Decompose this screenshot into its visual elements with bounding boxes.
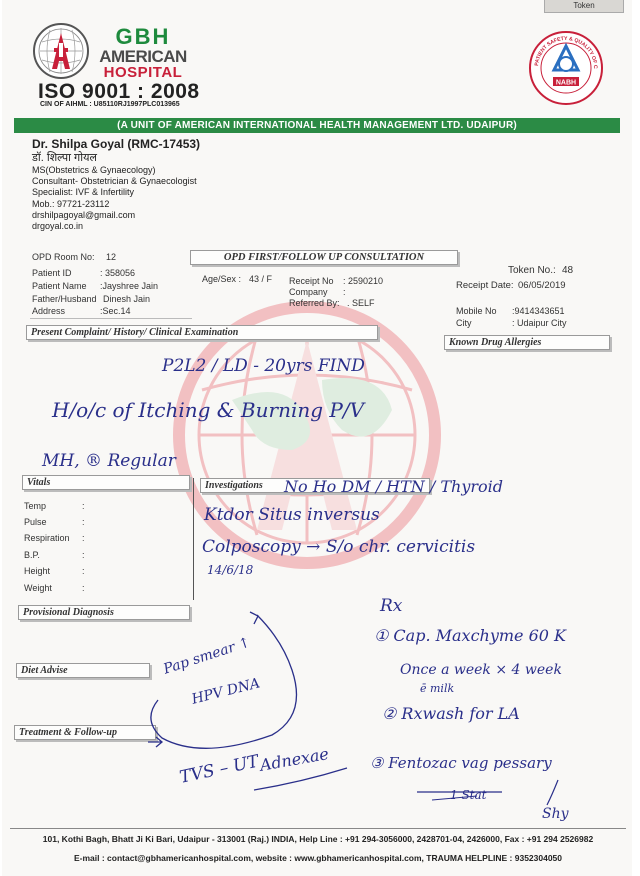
doctor-designation: Consultant- Obstetrician & Gynaecologist	[32, 176, 197, 187]
iso-certification: ISO 9001 : 2008	[38, 80, 200, 103]
vital-sep: :	[82, 566, 85, 576]
opd-room-label: OPD Room No:	[32, 252, 95, 262]
company-label: Company	[289, 287, 328, 297]
complaint-section-title: Present Complaint/ History/ Clinical Examination	[26, 325, 378, 340]
token-tab: Token	[544, 0, 624, 13]
handwritten-obstetric-history: P2L2 / LD - 20yrs FIND	[162, 356, 365, 376]
handwritten-investigation-1: No Ho DM / HTN / Thyroid	[284, 477, 504, 496]
vital-sep: :	[82, 533, 85, 543]
handwritten-rx-symbol: Rx	[380, 596, 403, 616]
vital-sep: :	[82, 517, 85, 527]
receipt-date-value: 06/05/2019	[518, 280, 566, 291]
vital-sep: :	[82, 501, 85, 511]
company-value: :	[343, 287, 346, 297]
vitals-section-title: Vitals	[22, 475, 190, 490]
footer-contact: E-mail : contact@gbhamericanhospital.com, website : www.gbhamericanhospital.com, TRAUMA HELPLINE : 9352304050	[73, 853, 563, 863]
father-husband-label: Father/Husband	[32, 294, 97, 304]
handwritten-note-adnexae: Adnexae	[258, 744, 331, 775]
vital-pulse-label: Pulse	[24, 517, 47, 527]
doctor-name: Dr. Shilpa Goyal (RMC-17453)	[32, 137, 201, 151]
vital-height-label: Height	[24, 566, 51, 576]
brand-gbh: GBH	[115, 24, 171, 49]
doctor-specialist: Specialist: IVF & Infertility	[32, 187, 135, 198]
handwritten-menstrual-history: MH, ® Regular	[42, 451, 176, 471]
vital-bp-label: B.P.	[24, 550, 40, 560]
drug-allergies-section-title: Known Drug Allergies	[444, 335, 610, 350]
opd-consultation-title: OPD FIRST/FOLLOW UP CONSULTATION	[190, 250, 458, 265]
handwritten-complaint: H/o/c of Itching & Burning P/V	[52, 398, 365, 422]
nabh-label: NABH	[555, 79, 577, 87]
provisional-diagnosis-title: Provisional Diagnosis	[18, 605, 190, 620]
father-husband-value: Dinesh Jain	[103, 294, 151, 304]
patient-name-value: :Jayshree Jain	[100, 281, 159, 291]
age-sex-label: Age/Sex :	[202, 274, 242, 284]
city-value: : Udaipur City	[512, 318, 567, 328]
handwritten-rx-3: ē milk	[420, 682, 455, 695]
age-sex-value: 43 / F	[249, 274, 273, 284]
handwritten-note-tvs: TVS – UT	[177, 751, 261, 788]
mobile-label: Mobile No	[456, 306, 497, 316]
brand-hospital: HOSPITAL	[103, 64, 183, 81]
vital-weight-label: Weight	[24, 583, 52, 593]
vital-respiration-label: Respiration	[24, 533, 70, 543]
handwritten-note-hpv: HPV DNA	[190, 675, 262, 708]
vital-sep: :	[82, 550, 85, 560]
footer-separator	[10, 828, 626, 829]
handwritten-investigation-3: Colposcopy → S/o chr. cervicitis	[202, 537, 476, 557]
pen-strokes	[2, 0, 632, 876]
handwritten-rx-4: ② Rxwash for LA	[382, 704, 520, 723]
city-label: City	[456, 318, 472, 328]
referred-by-label: Referred By:	[289, 298, 340, 308]
doctor-email: drshilpagoyal@gmail.com	[32, 209, 136, 220]
diet-advise-title: Diet Advise	[16, 663, 150, 678]
unit-banner: (A UNIT OF AMERICAN INTERNATIONAL HEALTH MANAGEMENT LTD. UDAIPUR)	[14, 118, 620, 133]
handwritten-rx-5: ③ Fentozac vag pessary	[370, 754, 552, 772]
referred-by-value: . SELF	[347, 298, 375, 308]
vital-temp-label: Temp	[24, 501, 47, 511]
cin-number: CIN OF AIHML : U85110RJ1997PLC013965	[40, 101, 180, 108]
patient-id-value: : 358056	[100, 268, 136, 278]
investigations-section-title: Investigations	[200, 478, 430, 493]
token-value: 48	[562, 265, 574, 276]
handwritten-rx-6: 1 Stat	[450, 788, 487, 802]
doctor-qualification: MS(Obstetrics & Gynaecology)	[32, 165, 156, 175]
token-label: Token No.:	[508, 265, 556, 276]
doctor-website: drgoyal.co.in	[32, 221, 84, 232]
brand-american: AMERICAN	[99, 47, 187, 66]
handwritten-signature: Shy	[542, 806, 569, 822]
opd-room-value: 12	[106, 252, 117, 262]
patient-name-label: Patient Name	[32, 281, 87, 291]
receipt-date-label: Receipt Date:	[456, 280, 514, 291]
address-label: Address	[32, 306, 66, 316]
receipt-no-value: : 2590210	[343, 276, 384, 286]
patient-id-label: Patient ID	[32, 268, 72, 278]
nabh-seal-text: PATIENT SAFETY & QUALITY OF C	[534, 35, 599, 69]
handwritten-rx-2: Once a week × 4 week	[400, 662, 562, 678]
prescription-page	[2, 0, 632, 876]
handwritten-note-pap: Pap smear ↑	[161, 634, 253, 678]
handwritten-investigation-2: Ktdor Situs inversus	[204, 505, 380, 525]
receipt-no-label: Receipt No	[289, 276, 334, 286]
mobile-value: :9414343651	[512, 306, 565, 316]
treatment-followup-title: Treatment & Follow-up	[14, 725, 156, 740]
vital-sep: :	[82, 583, 85, 593]
footer-address: 101, Kothi Bagh, Bhatt Ji Ki Bari, Udaipur - 313001 (Raj.) INDIA, Help Line : +91 294-3056000, 2428701-04, 2426000, Fax : +91 294 2526982	[42, 834, 594, 844]
doctor-name-hindi: डॉ. शिल्पा गोयल	[32, 152, 97, 164]
handwritten-rx-1: ① Cap. Maxchyme 60 K	[374, 626, 566, 645]
handwritten-investigation-date: 14/6/18	[207, 563, 254, 577]
address-value: :Sec.14	[100, 306, 131, 316]
doctor-mobile: Mob.: 97721-23112	[32, 198, 110, 209]
